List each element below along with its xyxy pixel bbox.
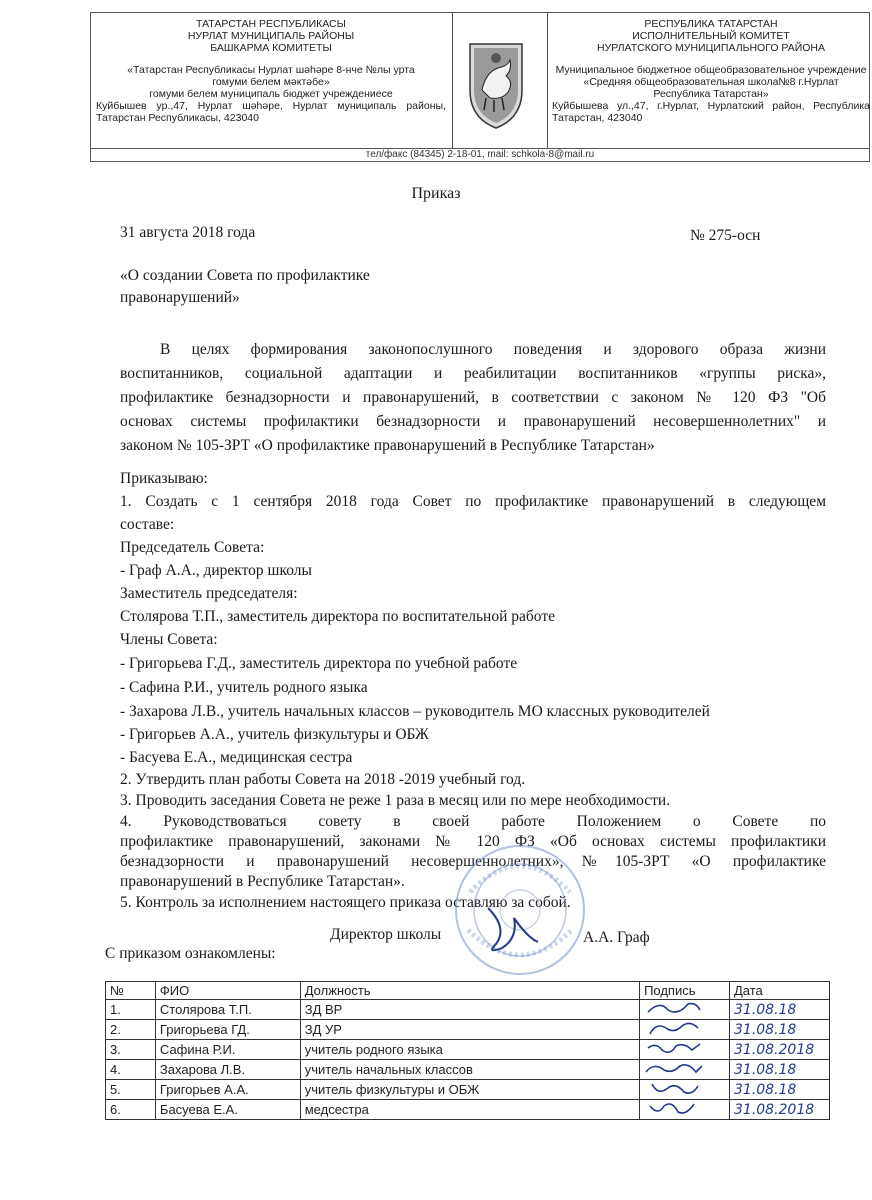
letterhead-left-line: БАШКАРМА КОМИТЕТЫ bbox=[210, 42, 332, 54]
row-role: учитель родного языка bbox=[300, 1040, 639, 1060]
chair-name: - Граф А.А., директор школы bbox=[120, 562, 312, 579]
row-name: Басуева Е.А. bbox=[155, 1100, 300, 1120]
preamble-line: воспитанников, социальной адаптации и реабилитации воспитанников «группы риска», bbox=[120, 365, 826, 382]
coat-of-arms-emblem bbox=[464, 38, 528, 130]
order-subject-line: «О создании Совета по профилактике bbox=[120, 267, 370, 284]
row-name: Захарова Л.В. bbox=[155, 1060, 300, 1080]
row-signature bbox=[640, 1060, 730, 1080]
row-date: 31.08.2018 bbox=[730, 1040, 830, 1060]
letterhead-right-line: Муниципальное бюджетное общеобразовательное учреждение bbox=[555, 64, 867, 76]
letterhead-right-line: НУРЛАТСКОГО МУНИЦИПАЛЬНОГО РАЙОНА bbox=[596, 42, 826, 54]
director-name: А.А. Граф bbox=[583, 929, 650, 946]
order-date: 31 августа 2018 года bbox=[120, 224, 256, 241]
row-number: 5. bbox=[106, 1080, 156, 1100]
preamble-line: законом № 105-ЗРТ «О профилактике правонарушений в Республике Татарстан» bbox=[120, 437, 655, 454]
order-heading: Приказываю: bbox=[120, 470, 208, 487]
director-signature bbox=[478, 898, 548, 958]
letterhead-left-line: «Татарстан Республикасы Нурлат шәһәре 8-нче №лы урта bbox=[127, 64, 415, 76]
order-subject-line: правонарушений» bbox=[120, 289, 240, 306]
item-2: 2. Утвердить план работы Совета на 2018 -2019 учебный год. bbox=[120, 771, 526, 788]
letterhead-right-line: Куйбышева ул.,47, г.Нурлат, Нурлатский район, Республика bbox=[552, 100, 870, 112]
item-1-line: составе: bbox=[120, 516, 175, 533]
row-role: ЗД ВР bbox=[300, 1000, 639, 1020]
contact-line: тел/факс (84345) 2-18-01, mail: schkola-8@mail.ru bbox=[365, 149, 595, 160]
row-date: 31.08.18 bbox=[730, 1080, 830, 1100]
row-name: Столярова Т.П. bbox=[155, 1000, 300, 1020]
preamble-line: профилактике безнадзорности и правонарушений, в соответствии с законом № 120 ФЗ "Об bbox=[120, 389, 826, 406]
row-number: 6. bbox=[106, 1100, 156, 1120]
letterhead-divider-right bbox=[547, 12, 548, 148]
table-row bbox=[106, 1040, 830, 1060]
row-signature bbox=[640, 1080, 730, 1100]
row-name: Сафина Р.И. bbox=[155, 1040, 300, 1060]
row-role: учитель физкультуры и ОБЖ bbox=[300, 1080, 639, 1100]
document-title: Приказ bbox=[411, 185, 461, 202]
column-header: № bbox=[106, 982, 156, 1000]
letterhead-right-line: «Средняя общеобразовательная школа№8 г.Нурлат bbox=[583, 76, 839, 88]
letterhead-right bbox=[552, 18, 870, 124]
item-5: 5. Контроль за исполнением настоящего приказа оставляю за собой. bbox=[120, 894, 571, 911]
letterhead-left-line: гомуми белем мәктәбе» bbox=[212, 76, 330, 88]
preamble-line: В целях формирования законопослушного поведения и здорового образа жизни bbox=[160, 341, 826, 358]
column-header: Подпись bbox=[640, 982, 730, 1000]
row-number: 1. bbox=[106, 1000, 156, 1020]
member-item: - Басуева Е.А., медицинская сестра bbox=[120, 749, 353, 766]
row-date: 31.08.2018 bbox=[730, 1100, 830, 1120]
row-date: 31.08.18 bbox=[730, 1060, 830, 1080]
member-item: - Захарова Л.В., учитель начальных классов – руководитель МО классных руководителей bbox=[120, 703, 710, 720]
director-position: Директор школы bbox=[330, 926, 442, 943]
member-item: - Григорьев А.А., учитель физкультуры и ОБЖ bbox=[120, 726, 429, 743]
deputy-name: Столярова Т.П., заместитель директора по воспитательной работе bbox=[120, 608, 555, 625]
row-role: учитель начальных классов bbox=[300, 1060, 639, 1080]
chair-label: Председатель Совета: bbox=[120, 539, 265, 556]
row-signature bbox=[640, 1000, 730, 1020]
letterhead-right-line: Республика Татарстан» bbox=[653, 88, 769, 100]
row-signature bbox=[640, 1100, 730, 1120]
table-row bbox=[106, 1100, 830, 1120]
letterhead-left bbox=[96, 18, 446, 124]
table-row bbox=[106, 1080, 830, 1100]
letterhead-divider-left bbox=[452, 12, 453, 148]
row-role: медсестра bbox=[300, 1100, 639, 1120]
table-row bbox=[106, 1000, 830, 1020]
item-3: 3. Проводить заседания Совета не реже 1 раза в месяц или по мере необходимости. bbox=[120, 792, 671, 809]
row-date: 31.08.18 bbox=[730, 1000, 830, 1020]
letterhead-left-line: гомуми белем муниципаль бюджет учреждениесе bbox=[149, 88, 393, 100]
letterhead-left-line: Куйбышев ур.,47, Нурлат шәһәре, Нурлат муниципаль районы, bbox=[96, 100, 446, 112]
row-name: Григорьев А.А. bbox=[155, 1080, 300, 1100]
column-header: ФИО bbox=[155, 982, 300, 1000]
preamble-line: основах системы профилактики безнадзорности и правонарушений несовершеннолетних" и bbox=[120, 413, 826, 430]
row-role: ЗД УР bbox=[300, 1020, 639, 1040]
item-1-line: 1. Создать с 1 сентября 2018 года Совет по профилактике правонарушений в следующем bbox=[120, 493, 826, 510]
item-4-line: 4. Руководствоваться совету в своей работе Положением о Совете по bbox=[120, 813, 826, 830]
row-number: 4. bbox=[106, 1060, 156, 1080]
table-row bbox=[106, 1020, 830, 1040]
letterhead-right-line: Татарстан, 423040 bbox=[552, 112, 643, 124]
acquainted-label: С приказом ознакомлены: bbox=[105, 945, 276, 962]
column-header: Дата bbox=[730, 982, 830, 1000]
letterhead-left-line: ТАТАРСТАН РЕСПУБЛИКАСЫ bbox=[196, 18, 346, 30]
row-number: 3. bbox=[106, 1040, 156, 1060]
column-header: Должность bbox=[300, 982, 639, 1000]
letterhead-right-line: РЕСПУБЛИКА ТАТАРСТАН bbox=[644, 18, 778, 30]
row-date: 31.08.18 bbox=[730, 1020, 830, 1040]
row-number: 2. bbox=[106, 1020, 156, 1040]
order-number: № 275-осн bbox=[690, 227, 761, 244]
row-signature bbox=[640, 1020, 730, 1040]
members-label: Члены Совета: bbox=[120, 631, 218, 648]
letterhead-left-line: НУРЛАТ МУНИЦИПАЛЬ РАЙОНЫ bbox=[187, 30, 355, 42]
member-item: - Сафина Р.И., учитель родного языка bbox=[120, 679, 368, 696]
member-item: - Григорьева Г.Д., заместитель директора по учебной работе bbox=[120, 655, 518, 672]
item-4-line: безнадзорности и правонарушений несовершеннолетних»,№105-ЗРТ «О профилактике bbox=[120, 853, 826, 870]
table-row bbox=[106, 1060, 830, 1080]
table-header-row bbox=[106, 982, 830, 1000]
item-4-line: правонарушений в Республике Татарстан». bbox=[120, 873, 405, 890]
letterhead-left-line: Татарстан Республикасы, 423040 bbox=[96, 112, 259, 124]
deputy-label: Заместитель председателя: bbox=[120, 585, 298, 602]
acknowledgement-table bbox=[105, 981, 830, 1120]
row-name: Григорьева ГД. bbox=[155, 1020, 300, 1040]
item-4-line: профилактике правонарушений, законами № 120 ФЗ «Об основах системы профилактики bbox=[120, 833, 826, 850]
letterhead-right-line: ИСПОЛНИТЕЛЬНЫЙ КОМИТЕТ bbox=[632, 30, 790, 42]
row-signature bbox=[640, 1040, 730, 1060]
